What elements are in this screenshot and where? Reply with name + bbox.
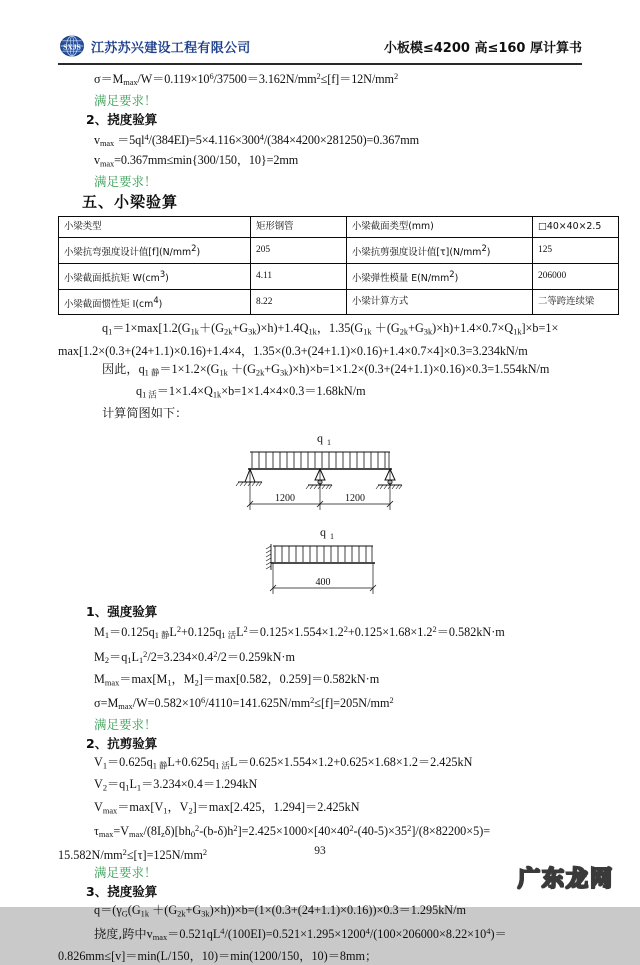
page-number: 93 bbox=[314, 845, 326, 857]
watermark: 广东龙网 bbox=[517, 867, 614, 892]
globe-logo-icon bbox=[58, 35, 86, 57]
param-label: 小梁抗弯强度设计值$[f](N/mm^2)$ bbox=[59, 238, 251, 264]
table-row bbox=[59, 263, 619, 289]
beam-diagram-cantilever bbox=[235, 522, 405, 602]
company-brand bbox=[58, 35, 251, 57]
logo-text: SXJS bbox=[63, 42, 81, 52]
load-label-q1: q bbox=[320, 525, 326, 540]
formula-sigma-strength: $\sigma=M_{max}/W=0.582\times 10^6/4110=141.625N/mm^2\le[f]=205N/mm^2$ bbox=[94, 695, 394, 712]
param-label: 小梁截面类型(mm) bbox=[347, 217, 533, 238]
step-title-deflection-top: 2、挠度验算 bbox=[86, 111, 158, 127]
dimension-span-left: 1200 bbox=[275, 493, 295, 505]
param-value: 8.22 bbox=[251, 289, 347, 315]
company-name: 江苏苏兴建设工程有限公司 bbox=[91, 40, 251, 56]
diagram-2-wrapper bbox=[58, 522, 582, 602]
formula-vmax-top-1: $v_{max} =5ql^4/(384EI)=5\times 4.116\times 300^4/(384\times 4200\times 281250)=0.367mm$ bbox=[94, 132, 420, 148]
text-diagram-intro: 计算简图如下： bbox=[102, 406, 188, 421]
param-label: 小梁类型 bbox=[59, 217, 251, 238]
load-label-subscript: 1 bbox=[330, 532, 334, 542]
dimension-span: 400 bbox=[315, 577, 331, 589]
param-value: 125 bbox=[533, 238, 619, 264]
beam-diagram-two-span bbox=[220, 430, 420, 516]
fixed-support-left bbox=[266, 544, 271, 570]
table-row bbox=[59, 289, 619, 315]
formula-Vmax: $V_{max}=\max[V_1$，$V_2]=\max[2.425$，1.294]＝2.425kN bbox=[94, 799, 360, 816]
formula-q1-live: $q_{1 活}=1\times 1.4\times Q_{1k}\times b=1\times 1.4\times 4\times 0.3=1.68kN/m$ bbox=[136, 384, 366, 400]
support-middle bbox=[306, 469, 332, 489]
formula-q1-line1: $q_1=1\times\max[1.2(G_{1k}+(G_{2k}+G_{3k})\times h)+1.4Q_{1k}$，$1.35(G_{1k} +(G_{2k}+G_{3k})\times h)+1.4\times 0.7\times Q_{1k}]\times b=1\times$ bbox=[102, 321, 559, 337]
support-left bbox=[236, 469, 262, 486]
distributed-load-arrows bbox=[275, 546, 372, 562]
table-row bbox=[59, 217, 619, 238]
dimension-span-right: 1200 bbox=[345, 493, 365, 505]
param-value: 二等跨连续梁 bbox=[533, 289, 619, 315]
param-value: 205 bbox=[251, 238, 347, 264]
param-value: □40×40×2.5 bbox=[533, 217, 619, 238]
formula-M1: $M_1=0.125q_{1 静}L^2+0.125q_{1 活}L^2=0.125\times 1.554\times 1.2^2+0.125\times 1.68\times 1.2^2=0.582kN\cdot m$ bbox=[94, 625, 505, 641]
step-title-strength: 1、强度验算 bbox=[86, 604, 158, 620]
formula-q-deflection: $q=(\gamma_G(G_{1k} +(G_{2k}+G_{3k})\times h))\times b=(1\times(0.3+(24+1.1)\times 0.16))\times 0.3=1.295kN/m$ bbox=[94, 902, 466, 919]
step-title-deflection: 3、挠度验算 bbox=[86, 883, 158, 899]
formula-deflection-result: 0.826mm≤[v]＝min(L/150，10)＝min(1200/150，10)＝8mm； bbox=[58, 949, 378, 964]
page-header bbox=[58, 30, 582, 62]
formula-tau-max-line1: $\tau_{max}=V_{max}/(8I_z\delta)[bh_0^2-(b-\delta)h^2]=2.425\times 1000\times[40\times 40^2-(40-5)\times 35^2]/(8\times 82200\times 5)=$ bbox=[94, 823, 491, 840]
formula-vmax-top-2: $v_{max}=0.367mm\le\min\{300/150$，10}=2mm bbox=[94, 153, 299, 169]
load-label-subscript: 1 bbox=[327, 438, 331, 448]
formula-tau-max-line2: $15.582N/mm^2\le[\tau]=125N/mm^2$ bbox=[58, 847, 208, 862]
formula-M2: $M_2=q_1L_1^2/2=3.234\times 0.4^2/2=0.259kN\cdot m$ bbox=[94, 649, 295, 665]
beam-parameters-table bbox=[58, 216, 619, 315]
diagram-1-wrapper bbox=[58, 430, 582, 516]
formula-V2: $V_2=q_1L_1=3.234\times 0.4=1.294kN$ bbox=[94, 777, 258, 793]
distributed-load-arrows bbox=[252, 452, 389, 468]
param-value: 4.11 bbox=[251, 263, 347, 289]
document-title: 小板模≤4200 高≤160 厚计算书 bbox=[383, 40, 582, 56]
param-label: 小梁抗剪强度设计值$[\tau](N/mm^2)$ bbox=[347, 238, 533, 264]
param-label: 小梁截面抵抗矩 $W(cm^3)$ bbox=[59, 263, 251, 289]
formula-sigma-top: $\sigma=M_{max}/W=0.119\times 10^6/37500=3.162N/mm^2\le[f]=12N/mm^2$ bbox=[94, 71, 399, 88]
header-divider bbox=[58, 63, 582, 65]
param-value: 206000 bbox=[533, 263, 619, 289]
formula-Mmax: $M_{max}=\max[M_1$，$M_2]=\max[0.582$，0.259]＝0.582kN·m bbox=[94, 671, 380, 687]
support-right bbox=[376, 469, 402, 489]
formula-deflection-vmax: 挠度,跨中$v_{max}=0.521qL^4/(100EI)=0.521\times 1.295\times 1200^4/(100\times 206000\times 8.22\times 10^4)=$ bbox=[94, 927, 507, 943]
status-ok-1: 满足要求！ bbox=[94, 92, 157, 108]
status-ok-4: 满足要求！ bbox=[94, 864, 157, 880]
formula-V1: $V_1=0.625q_{1 静}L+0.625q_{1 活}L=0.625\times 1.554\times 1.2+0.625\times 1.68\times 1.2=2.425kN$ bbox=[94, 755, 473, 771]
param-label: 小梁截面惯性矩 $I(cm^4)$ bbox=[59, 289, 251, 315]
step-title-shear: 2、抗剪验算 bbox=[86, 736, 158, 752]
formula-q1-line2: max[1.2×(0.3+(24+1.1)×0.16)+1.4×4，1.35×(0.3+(24+1.1)×0.16)+1.4×0.7×4]×0.3=3.234kN/m bbox=[58, 343, 528, 358]
table-row bbox=[59, 238, 619, 264]
status-ok-3: 满足要求！ bbox=[94, 717, 157, 733]
page-content bbox=[58, 68, 602, 965]
param-value: 矩形钢管 bbox=[251, 217, 347, 238]
section-heading-beam-check: 五、小梁验算 bbox=[82, 193, 179, 212]
status-ok-2: 满足要求！ bbox=[94, 174, 157, 190]
param-label: 小梁弹性模量 $E(N/mm^2)$ bbox=[347, 263, 533, 289]
param-label: 小梁计算方式 bbox=[347, 289, 533, 315]
load-label-q1: q bbox=[317, 431, 323, 446]
formula-q1-static: 因此，$q_{1 静}=1\times 1.2\times(G_{1k} +(G_{2k}+G_{3k})\times h)\times b=1\times 1.2\times(0.3+(24+1.1)\times 0.16)\times 0.3=1.554kN/m$ bbox=[102, 361, 550, 378]
